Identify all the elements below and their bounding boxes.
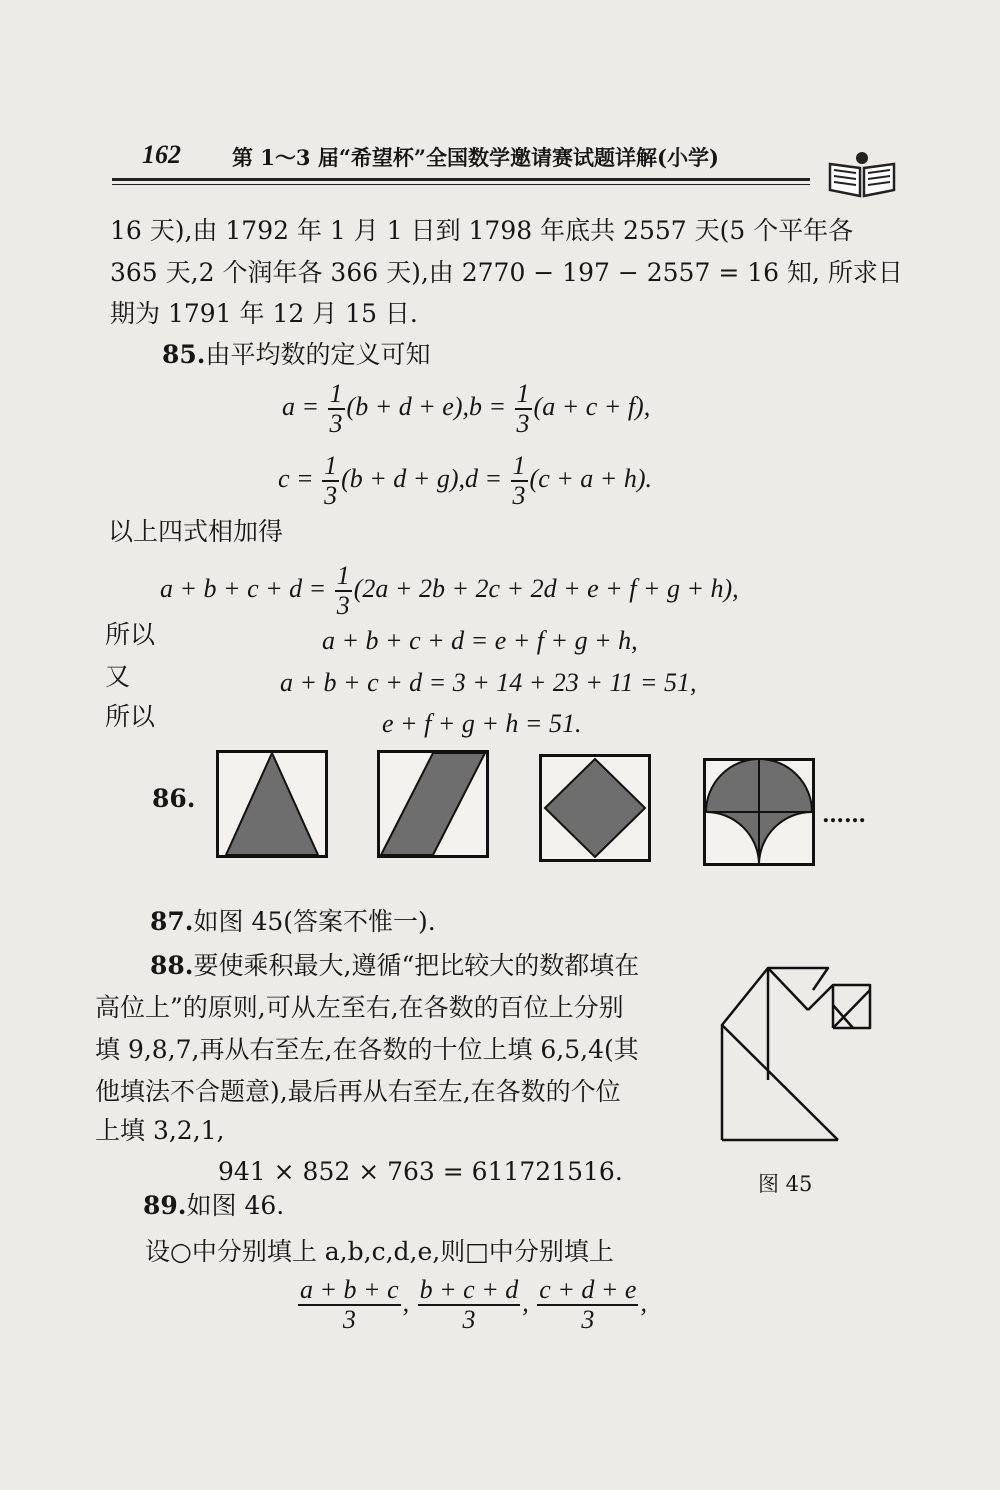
fraction-one-third: [328, 380, 345, 438]
eq-part: (b + d + e),b =: [346, 391, 507, 421]
frac-num: c + d + e: [539, 1275, 637, 1304]
pattern-triangle: [216, 750, 328, 858]
problem-89-fractions: [296, 1276, 647, 1334]
so-label-1: 所以: [105, 620, 156, 649]
problem-88-line-5: 上填 3,2,1,: [95, 1116, 225, 1145]
fraction-one-third: [335, 562, 352, 620]
frac-den: 3: [336, 591, 350, 620]
eq-part: (b + d + g),d =: [341, 463, 503, 493]
eq-part: a =: [282, 391, 320, 421]
frac-den: 3: [512, 481, 526, 510]
eq-part: (2a + 2b + 2c + 2d + e + f + g + h),: [353, 573, 739, 603]
problem-88-equation: 941 × 852 × 763 = 611721516.: [218, 1157, 623, 1186]
separator: ,: [640, 1287, 647, 1317]
pattern-ellipsis: ……: [822, 802, 866, 828]
frac-den: 3: [342, 1305, 356, 1334]
problem-text: 要使乘积最大,遵循“把比较大的数都填在: [193, 951, 640, 980]
running-title: 第 1～3 届“希望杯”全国数学邀请赛试题详解(小学): [232, 145, 719, 170]
intro-line-2: 365 天,2 个润年各 366 天),由 2770 − 197 − 2557 = 16 知, 所求日: [110, 258, 903, 287]
problem-number: 85.: [162, 340, 206, 369]
frac-num: b + c + d: [419, 1275, 519, 1304]
also-label: 又: [105, 662, 131, 691]
frac-den: 3: [581, 1305, 595, 1334]
fraction-one-third: [515, 380, 532, 438]
problem-number: 87.: [150, 907, 194, 936]
equation-6: e + f + g + h = 51.: [382, 709, 582, 738]
frac-den: 3: [516, 409, 530, 438]
problem-text: 如图 45(答案不惟一).: [193, 907, 436, 936]
problem-number: 88.: [150, 951, 194, 980]
equation-4: a + b + c + d = e + f + g + h,: [322, 626, 638, 655]
fraction-abc: [298, 1276, 401, 1334]
problem-85-intro: [162, 337, 431, 373]
fraction-one-third: [511, 452, 528, 510]
pattern-arcs: [703, 758, 815, 866]
equation-3: [160, 562, 739, 620]
frac-num: 1: [324, 451, 338, 480]
problem-87: [150, 904, 436, 940]
problem-text: 如图 46.: [186, 1191, 285, 1220]
header-rule: [112, 178, 810, 181]
eq-part: (a + c + f),: [533, 391, 651, 421]
frac-den: 3: [329, 409, 343, 438]
separator: ,: [522, 1287, 529, 1317]
sum-text: 以上四式相加得: [108, 517, 284, 546]
problem-89-line-2: 设○中分别填上 a,b,c,d,e,则□中分别填上: [145, 1237, 614, 1266]
fraction-cde: [537, 1276, 638, 1334]
page-number: 162: [142, 140, 181, 169]
frac-num: 1: [329, 379, 343, 408]
so-label-2: 所以: [105, 702, 156, 731]
open-book-icon: [826, 150, 898, 198]
fraction-one-third: [322, 452, 339, 510]
eq-part: (c + a + h).: [529, 463, 652, 493]
pattern-diamond: [539, 754, 651, 862]
problem-86-number: 86.: [152, 784, 196, 813]
figure-45-caption: 图 45: [758, 1172, 813, 1196]
figure-45-tangram: [718, 960, 878, 1145]
frac-num: 1: [512, 451, 526, 480]
header-rule-thin: [112, 184, 810, 185]
equation-2: [278, 452, 652, 510]
pattern-parallelogram: [377, 750, 489, 858]
frac-den: 3: [462, 1305, 476, 1334]
problem-88-line-3: 填 9,8,7,再从右至左,在各数的十位上填 6,5,4(其: [95, 1035, 639, 1064]
problem-88-line-2: 高位上”的原则,可从左至右,在各数的百位上分别: [95, 993, 624, 1022]
equation-5: a + b + c + d = 3 + 14 + 23 + 11 = 51,: [280, 668, 697, 697]
separator: ,: [402, 1287, 410, 1317]
frac-num: 1: [516, 379, 530, 408]
intro-line-1: 16 天),由 1792 年 1 月 1 日到 1798 年底共 2557 天(5 个平年各: [110, 216, 854, 245]
frac-den: 3: [324, 481, 338, 510]
problem-number: 89.: [143, 1191, 187, 1220]
problem-text: 由平均数的定义可知: [205, 340, 431, 369]
frac-num: a + b + c: [300, 1275, 399, 1304]
problem-88-line-4: 他填法不合题意),最后再从右至左,在各数的个位: [95, 1077, 621, 1106]
frac-num: 1: [336, 561, 350, 590]
equation-1: [282, 380, 650, 438]
intro-line-3: 期为 1791 年 12 月 15 日.: [110, 299, 418, 328]
eq-part: a + b + c + d =: [160, 573, 327, 603]
fraction-bcd: [418, 1276, 521, 1334]
problem-89: [143, 1188, 284, 1224]
eq-part: c =: [278, 463, 314, 493]
problem-88-line-1: [150, 948, 639, 984]
